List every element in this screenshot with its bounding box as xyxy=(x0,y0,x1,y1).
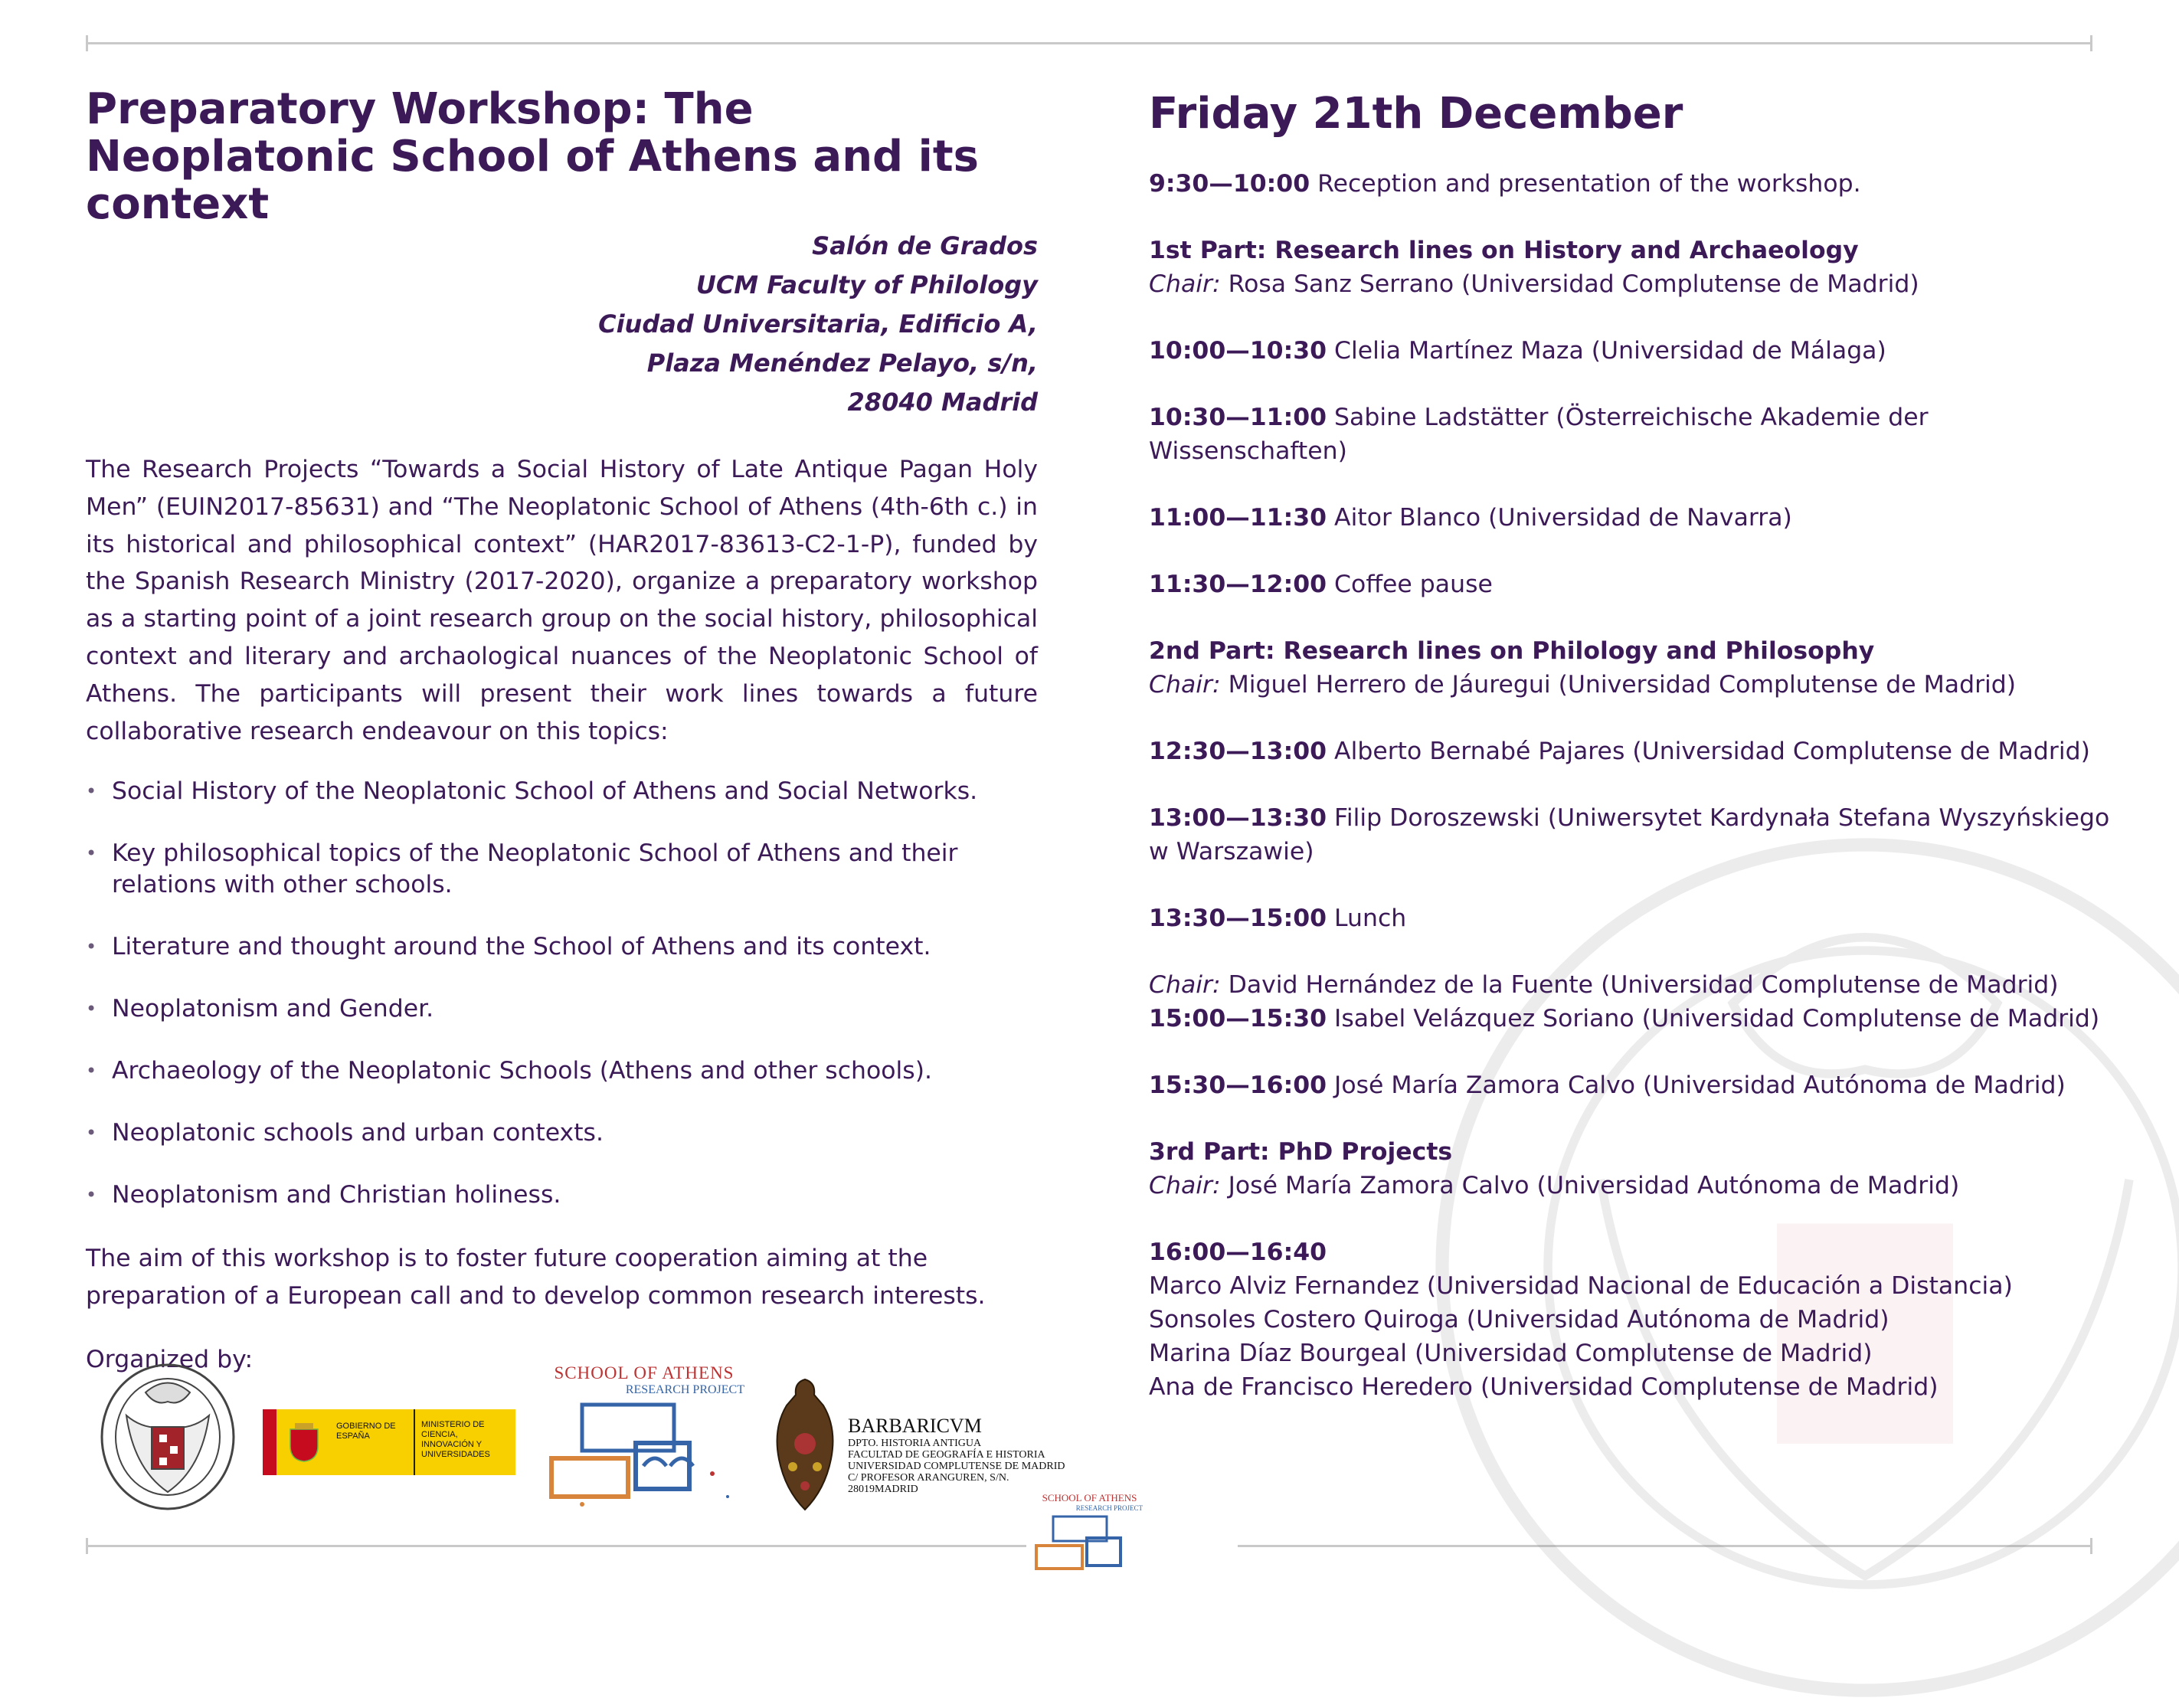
topic-item: • Archaeology of the Neoplatonic Schools (Athens and other schools). xyxy=(86,1055,1038,1087)
topic-item: • Neoplatonism and Gender. xyxy=(86,993,1038,1025)
phd-speaker: Sonsoles Costero Quiroga (Universidad Autónoma de Madrid) xyxy=(1149,1306,1889,1333)
time-slot: 16:00—16:40 xyxy=(1149,1238,1327,1266)
topic-item: • Neoplatonic schools and urban contexts. xyxy=(86,1117,1038,1149)
programme-section xyxy=(1149,1135,2114,1202)
chair-label: Chair: xyxy=(1149,671,1221,699)
programme-item xyxy=(1149,334,2114,368)
phd-speaker: Marco Alviz Fernandez (Universidad Nacional de Educación a Distancia) xyxy=(1149,1272,2013,1300)
phd-speaker: Ana de Francisco Heredero (Universidad Complutense de Madrid) xyxy=(1149,1373,1939,1401)
school-of-athens-logo xyxy=(536,1363,752,1524)
barbaricvm-name: BARBARICVM xyxy=(848,1415,982,1437)
flag-stripe xyxy=(263,1409,276,1475)
time-slot: 11:30—12:00 xyxy=(1149,571,1327,598)
part-heading: 1st Part: Research lines on History and Archaeology xyxy=(1149,237,1859,264)
part-heading: 3rd Part: PhD Projects xyxy=(1149,1138,1453,1166)
workshop-title: Preparatory Workshop: The Neoplatonic School of Athens and its context xyxy=(86,84,979,229)
item-text: Clelia Martínez Maza (Universidad de Málaga) xyxy=(1327,337,1886,365)
venue-line: Ciudad Universitaria, Edificio A, xyxy=(598,309,1038,339)
time-slot: 11:00—11:30 xyxy=(1149,504,1327,532)
part-heading: 2nd Part: Research lines on Philology and Philosophy xyxy=(1149,637,1875,665)
ministerio-label: MINISTERIO DE CIENCIA, INNOVACIÓN Y UNIVERSIDADES xyxy=(421,1420,490,1459)
chair-name: Miguel Herrero de Jáuregui (Universidad Complutense de Madrid) xyxy=(1220,671,2017,699)
programme-section xyxy=(1149,1235,2114,1404)
time-slot: 15:00—15:30 xyxy=(1149,1005,1327,1032)
soa-small-plan-icon xyxy=(1030,1512,1149,1576)
item-text: José María Zamora Calvo (Universidad Autónoma de Madrid) xyxy=(1327,1072,2066,1099)
topic-list xyxy=(86,776,1038,1211)
programme-item xyxy=(1149,735,2114,768)
topic-item: • Key philosophical topics of the Neoplatonic School of Athens and their relations with other schools. xyxy=(86,838,1038,901)
chair-label: Chair: xyxy=(1149,1172,1221,1199)
chair-name: David Hernández de la Fuente (Universidad Complutense de Madrid) xyxy=(1220,971,2059,999)
coat-of-arms-icon xyxy=(276,1409,332,1475)
item-text: Lunch xyxy=(1327,905,1407,932)
item-text: Filip Doroszewski (Uniwersytet Kardynała Stefana Wyszyńskiego w Warszawie) xyxy=(1149,804,2110,865)
chair-name: Rosa Sanz Serrano (Universidad Complutense de Madrid) xyxy=(1220,270,1919,298)
soa-title: SCHOOL OF ATHENS xyxy=(554,1363,735,1382)
barb-line: C/ PROFESOR ARANGUREN, S/N. xyxy=(848,1472,1009,1484)
programme-item xyxy=(1149,167,2114,201)
venue-line: UCM Faculty of Philology xyxy=(695,270,1038,299)
soa-small-title: SCHOOL OF ATHENS xyxy=(1042,1492,1137,1503)
venue-line: Salón de Grados xyxy=(812,231,1038,260)
soa-subtitle: RESEARCH PROJECT xyxy=(625,1383,744,1396)
gobierno-logo xyxy=(263,1409,515,1475)
programme-section xyxy=(1149,234,2114,301)
time-slot: 13:30—15:00 xyxy=(1149,905,1327,932)
barb-line: UNIVERSIDAD COMPLUTENSE DE MADRID xyxy=(848,1461,1065,1472)
chair-label: Chair: xyxy=(1149,971,1221,999)
time-slot: 9:30—10:00 xyxy=(1149,170,1310,198)
item-text: Coffee pause xyxy=(1327,571,1493,598)
programme-item xyxy=(1149,901,2114,935)
item-text: Sabine Ladstätter (Österreichische Akademie der Wissenschaften) xyxy=(1149,404,1929,465)
chair-name: José María Zamora Calvo (Universidad Autónoma de Madrid) xyxy=(1220,1172,1960,1199)
aim-paragraph: The aim of this workshop is to foster future cooperation aiming at the preparation of a European call and to develop common research interests. xyxy=(86,1245,986,1310)
time-slot: 10:00—10:30 xyxy=(1149,337,1327,365)
programme-item xyxy=(1149,1068,2114,1102)
barb-line: DPTO. HISTORIA ANTIGUA xyxy=(848,1438,982,1449)
ucm-logo xyxy=(100,1362,236,1512)
programme-section xyxy=(1149,968,2114,1036)
item-text: Isabel Velázquez Soriano (Universidad Complutense de Madrid) xyxy=(1327,1005,2100,1032)
topic-item: • Literature and thought around the School of Athens and its context. xyxy=(86,931,1038,963)
programme-item xyxy=(1149,401,2114,468)
school-of-athens-small-logo xyxy=(1030,1492,1149,1576)
organized-by-label: Organized by: xyxy=(86,1345,254,1373)
programme-column xyxy=(1149,86,2114,1437)
gobierno-label: GOBIERNO DE ESPAÑA xyxy=(332,1409,415,1475)
item-text: Alberto Bernabé Pajares (Universidad Complutense de Madrid) xyxy=(1327,738,2090,765)
chair-label: Chair: xyxy=(1149,270,1221,298)
programme-item xyxy=(1149,568,2114,601)
top-rule xyxy=(86,42,2092,44)
left-column xyxy=(86,86,1038,1373)
intro-paragraph: The Research Projects “Towards a Social History of Late Antique Pagan Holy Men” (EUIN2017-85631) and “The Neoplatonic School of Athens (4th-6th c.) in its historical and philosophical context” (HAR2017-83613-C2-1-P), funded by the Spanish Research Ministry (2017-2020), organize a preparatory workshop as a starting point of a joint research group on the social history, philosophical context and literary and archaological nuances of the Neoplatonic School of Athens. The participants will present their work lines towards a future collaborative research endeavour on this topics: xyxy=(86,456,1038,745)
eagle-fibula-icon xyxy=(770,1375,840,1513)
programme-item xyxy=(1149,801,2114,869)
venue-line: 28040 Madrid xyxy=(847,388,1038,417)
barbaricvm-logo xyxy=(770,1375,1065,1513)
programme-day: Friday 21th December xyxy=(1149,89,1683,139)
phd-speaker: Marina Díaz Bourgeal (Universidad Complutense de Madrid) xyxy=(1149,1340,1873,1367)
programme-item xyxy=(1149,501,2114,535)
time-slot: 15:30—16:00 xyxy=(1149,1072,1327,1099)
topic-item: • Social History of the Neoplatonic School of Athens and Social Networks. xyxy=(86,776,1038,807)
time-slot: 12:30—13:00 xyxy=(1149,738,1327,765)
item-text: Reception and presentation of the workshop. xyxy=(1310,170,1861,198)
soa-small-subtitle: RESEARCH PROJECT xyxy=(1075,1504,1143,1512)
programme-section xyxy=(1149,634,2114,702)
item-text: Aitor Blanco (Universidad de Navarra) xyxy=(1327,504,1792,532)
time-slot: 10:30—11:00 xyxy=(1149,404,1327,431)
barb-line: 28019MADRID xyxy=(848,1484,918,1495)
soa-plan-icon xyxy=(536,1397,752,1512)
venue-block xyxy=(86,227,1038,422)
time-slot: 13:00—13:30 xyxy=(1149,804,1327,832)
barb-line: FACULTAD DE GEOGRAFÍA E HISTORIA xyxy=(848,1449,1045,1461)
topic-item: • Neoplatonism and Christian holiness. xyxy=(86,1180,1038,1211)
venue-line: Plaza Menéndez Pelayo, s/n, xyxy=(646,348,1038,378)
